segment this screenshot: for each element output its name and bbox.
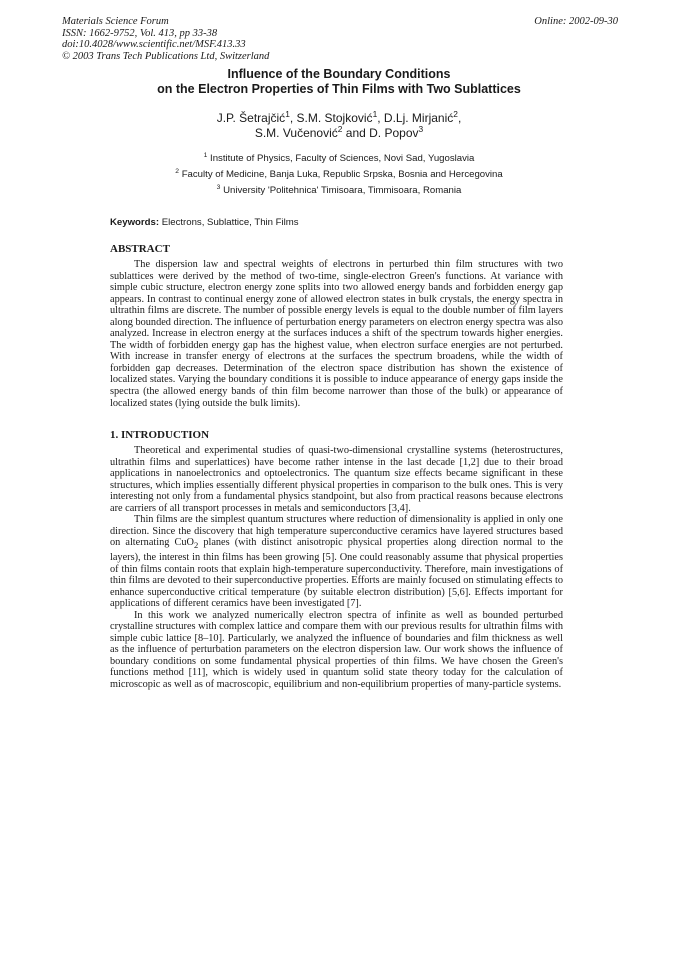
keywords xyxy=(110,217,299,228)
author-name: D.Lj. Mirjanić xyxy=(383,111,454,125)
author-list: J.P. Šetrajčić$^1$, S.M. Stojković$^1$, D.Lj. Mirjanić$^2$, S.M. Vučenović$^2$ and D. Popov$^3$ xyxy=(216,109,462,140)
title-line-1: Influence of the Boundary Conditions xyxy=(227,67,451,81)
abstract-heading: ABSTRACT xyxy=(110,243,170,255)
author-affil-mark: 1 xyxy=(285,109,290,119)
author-conjunction: and xyxy=(345,126,366,140)
intro-paragraph-2: Thin films are the simplest quantum structures where reduction of dimensionality is applied in only one direction. Since the discovery that high temperature superconductive ceramics have layered structures based on alternating CuO$_2$ planes (with distinct anisotropic physical properties along direction normal to the layers), the interest in thin films has been growing [5]. One could reasonably assume that physical properties of thin films contain roots that explain high-temperature superconductivity. Therefore, main investigations of thin films are devoted to their superconductive properties. Efforts are mainly focused on stimulating effects to enhance superconductive critical temperature (by suitable electron distribution) [5,6]. Effects important for applications of different ceramics have been investigated [7]. xyxy=(110,514,563,610)
affiliation: $^2$ Faculty of Medicine, Banja Luka, Republic Srpska, Bosnia and Hercegovina xyxy=(175,167,503,180)
introduction-body xyxy=(110,445,563,691)
author-affil-mark: 3 xyxy=(418,124,424,134)
journal-doi: doi:10.4028/www.scientific.net/MSF.413.33 xyxy=(62,39,246,50)
online-date: Online: 2002-09-30 xyxy=(534,16,618,27)
author-name: D. Popov xyxy=(369,126,419,140)
introduction-heading: 1. INTRODUCTION xyxy=(110,429,210,441)
affiliation: $^1$ Institute of Physics, Faculty of Sciences, Novi Sad, Yugoslavia xyxy=(203,151,475,164)
journal-header xyxy=(62,16,269,62)
intro-paragraph-1: Theoretical and experimental studies of quasi-two-dimensional crystalline systems (heterostructures, ultrathin films and superlattices) have become rather intense in the last decade [1,2] due to their broad applications in nanoelectronics and optoelectronics. The quantum size effects became significant in these structures, which implies essentially different physical properties in comparison to the bulk ones. This is very interesting not only from a fundamental physics standpoint, but also from practical reasons because electrons are carriers of all transport processes in metals and semiconductors [3,4]. xyxy=(110,445,563,514)
journal-copyright: © 2003 Trans Tech Publications Ltd, Switzerland xyxy=(62,50,270,62)
author-name: S.M. Stojković xyxy=(296,111,373,125)
author-affil-mark: 2 xyxy=(337,124,343,134)
abstract-body xyxy=(110,259,563,409)
subscript: 2 xyxy=(193,540,199,551)
keywords-label: Keywords: xyxy=(110,217,160,228)
author-affil-mark: 2 xyxy=(453,109,458,119)
author-affil-mark: 1 xyxy=(372,109,378,119)
affiliation-list xyxy=(0,151,678,199)
keywords-text: Electrons, Sublattice, Thin Films xyxy=(161,217,299,228)
author-name: J.P. Šetrajčić xyxy=(216,111,286,125)
paper-title xyxy=(0,67,678,97)
journal-name: Materials Science Forum xyxy=(62,16,169,27)
affiliation: $^3$ University 'Politehnica' Timisoara, Timmisoara, Romania xyxy=(216,183,462,196)
journal-issn: ISSN: 1662-9752, Vol. 413, pp 33-38 xyxy=(62,27,218,39)
title-line-2: on the Electron Properties of Thin Films with Two Sublattices xyxy=(157,82,521,96)
author-name: S.M. Vučenović xyxy=(254,126,338,140)
abstract-paragraph: The dispersion law and spectral weights of electrons in perturbed thin film structures with two sublattices were derived by the method of two-time, single-electron Green's functions. At variance with simple cubic structure, electron energy zone splits into two allowed energy bands and forbidden energy gap appears. In contrast to continual energy zone of allowed electron states in bulk crystals, the energy spectra in ultrathin films are discrete. The number of possible energy levels is equal to the double number of film layers along bounded direction. The influence of perturbation energy parameters on electron energy spectra was also analyzed. Increase in electron energy at the surfaces induces a shift of the spectrum towards higher energies. The width of forbidden energy gap has the highest value, when electron surface energies are not perturbed. With increase in transfer energy of electrons at the surfaces the spectrum broadens, while the width of forbidden gap decreases. Determination of the electron space distribution has shown the existence of localized states. Varying the boundary conditions it is possible to induce appearance of energy gaps inside the spectra (the allowed energy bands of thin film become narrower than those of the bulk) or appearance of localized states (lying outside the bulk limits). xyxy=(110,259,563,409)
intro-paragraph-3: In this work we analyzed numerically electron spectra of infinite as well as bounded perturbed crystalline structures with complex lattice and compare them with our previous results for ultrathin films with simple cubic lattice [8–10]. Particularly, we analyzed the influence of boundaries and film thickness as well as the influence of perturbation parameters on the electron dispersion law. Our work shows the influence of boundary conditions on some fundamental physical properties of thin films. We have chosen the Green's functions method [11], which is widely used in quantum solid state theory today for the calculation of microscopic as well as of macroscopic, equilibrium and non-equilibrium properties of many-particle systems. xyxy=(110,609,563,690)
